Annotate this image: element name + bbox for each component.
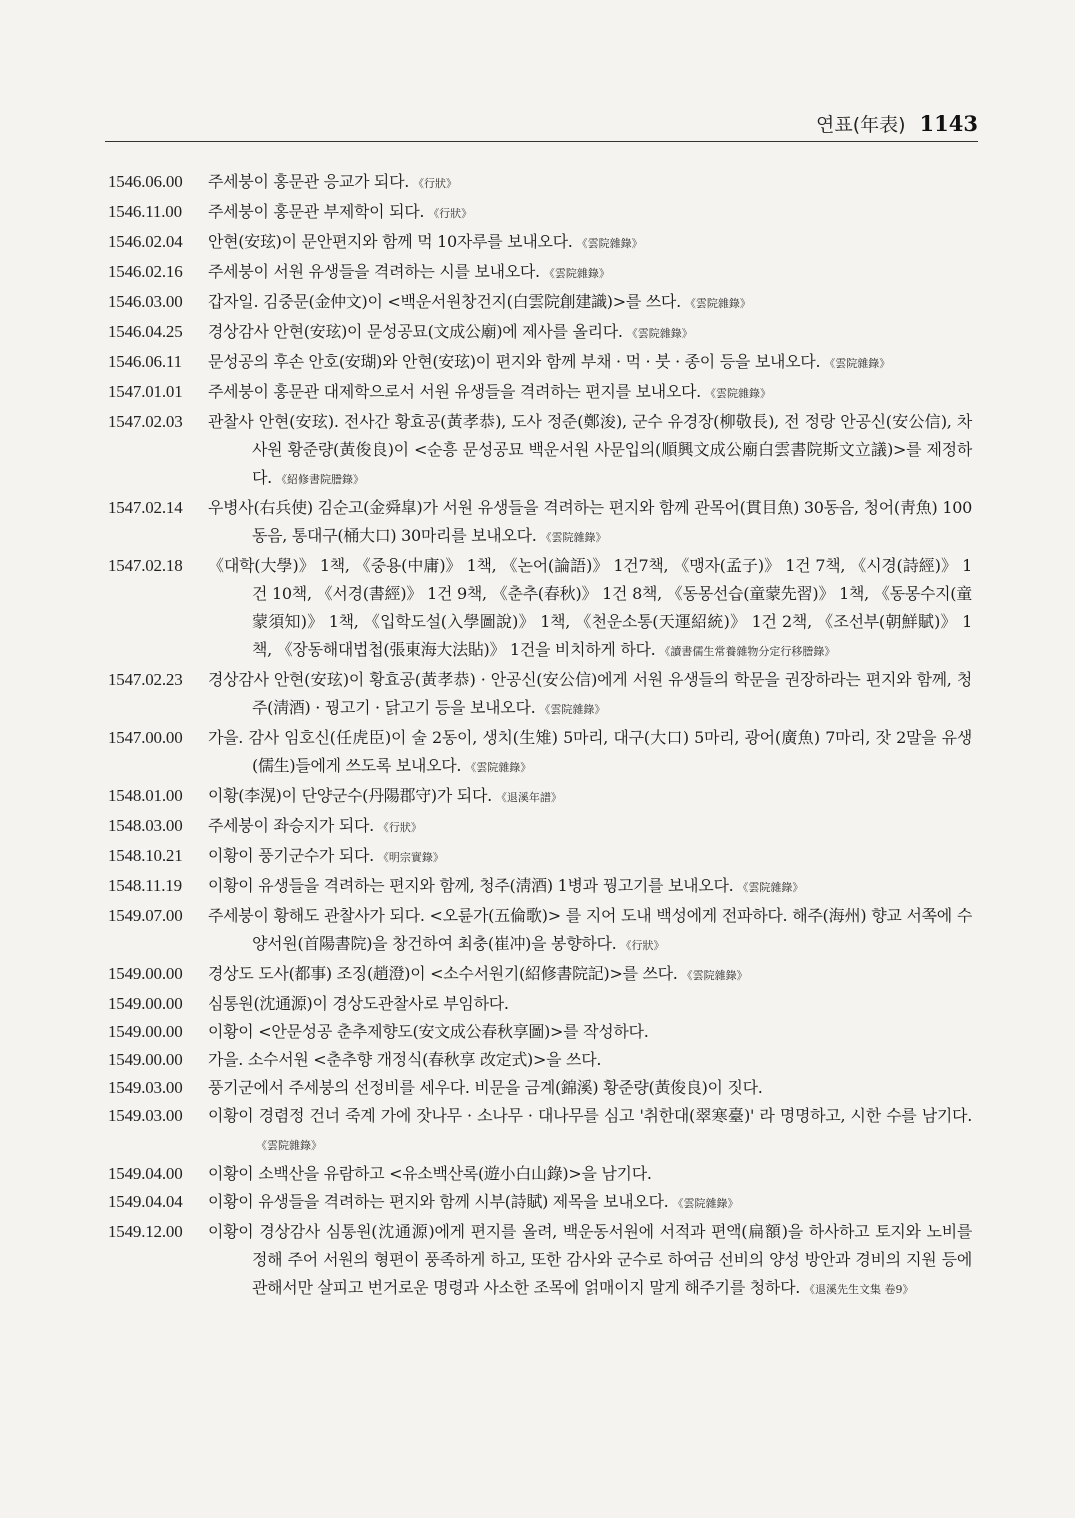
entry-date: 1549.12.00 [108,1222,183,1241]
entry-text: 주세붕이 좌승지가 되다. [208,816,374,835]
entry-body [208,288,972,318]
entry-body [208,1046,972,1074]
entry-source: 《雲院雜錄》 [465,761,532,774]
entry-source: 《行狀》 [428,207,473,220]
entry-body [208,1218,972,1304]
entry-body [208,842,972,872]
entry-text: 이황이 경렴정 건너 죽계 가에 잣나무 · 소나무 · 대나무를 심고 '취한대(翠寒臺)' 라 명명하고, 시한 수를 남기다. [208,1106,972,1125]
chronology-entry [108,228,972,258]
chronology-entry [108,724,972,782]
entry-body [208,960,972,990]
chronology-entry [108,318,972,348]
entry-body [208,902,972,960]
entry-body [208,1102,972,1160]
entry-body [208,812,972,842]
entry-source: 《雲院雜錄》 [737,881,804,894]
entry-text: 갑자일. 김중문(金仲文)이 <백운서원창건지(白雲院創建識)>를 쓰다. [208,292,681,311]
chronology-entry [108,408,972,494]
entry-text: 이황이 유생들을 격려하는 편지와 함께, 청주(淸酒) 1병과 꿩고기를 보내오다. [208,876,734,895]
entry-body [208,552,972,666]
entry-source: 《雲院雜錄》 [704,387,771,400]
entry-text: 안현(安玹)이 문안편지와 함께 먹 10자루를 보내오다. [208,232,573,251]
entry-source: 《雲院雜錄》 [539,703,606,716]
chronology-entry [108,1188,972,1218]
entry-date: 1546.11.00 [108,202,182,221]
entry-source: 《退溪先生文集 卷9》 [804,1283,914,1296]
entry-text: 주세붕이 서원 유생들을 격려하는 시를 보내오다. [208,262,540,281]
entry-source: 《行狀》 [413,177,458,190]
chronology-entry [108,1160,972,1188]
chronology-entry [108,258,972,288]
entry-date: 1547.01.01 [108,382,183,401]
entry-body [208,1018,972,1046]
entry-date: 1549.03.00 [108,1106,183,1125]
entry-body [208,258,972,288]
chronology-entry [108,1102,972,1160]
entry-text: 이황이 경상감사 심통원(沈通源)에게 편지를 올려, 백운동서원에 서적과 편액(扁額)을 하사하고 토지와 노비를 정해 주어 서원의 형편이 풍족하게 하고, 또한 감사와 군수로 하여금 선비의 양성 방안과 경비의 지원 등에 관해서만 살피고 번거로운 명령과 사소한 조목에 얽매이지 말게 해주기를 청하다. [208,1222,972,1297]
chronology-entry [108,168,972,198]
entry-date: 1548.11.19 [108,876,182,895]
page-number: 1143 [919,111,978,136]
entry-body [208,990,972,1018]
chronology-entry [108,1218,972,1304]
entry-date: 1546.03.00 [108,292,183,311]
entry-date: 1548.03.00 [108,816,183,835]
entry-source: 《雲院雜錄》 [681,969,748,982]
entry-date: 1547.00.00 [108,728,183,747]
entry-body [208,724,972,782]
entry-body [208,666,972,724]
chronology-entry [108,812,972,842]
chronology-entry [108,872,972,902]
chronology-entry [108,960,972,990]
page-header [105,108,978,142]
entry-text: 가을. 감사 임호신(任虎臣)이 술 2동이, 생치(生雉) 5마리, 대구(大口) 5마리, 광어(廣魚) 7마리, 잣 2말을 유생(儒生)들에게 쓰도록 보내오다. [208,728,972,775]
header-right [816,110,978,137]
entry-text: 주세붕이 홍문관 부제학이 되다. [208,202,425,221]
entry-text: 이황이 소백산을 유람하고 <유소백산록(遊小白山錄)>을 남기다. [208,1164,652,1183]
chronology-entry [108,1018,972,1046]
chronology-entry [108,666,972,724]
chronology-entry [108,1074,972,1102]
entry-date: 1549.04.04 [108,1192,183,1211]
entry-source: 《雲院雜錄》 [543,267,610,280]
entry-source: 《雲院雜錄》 [576,237,643,250]
entry-body [208,872,972,902]
chronology-entry [108,990,972,1018]
chronology-list [108,168,972,1304]
entry-source: 《明宗實錄》 [377,851,444,864]
entry-date: 1549.00.00 [108,1022,183,1041]
entry-date: 1549.00.00 [108,1050,183,1069]
entry-text: 풍기군에서 주세붕의 선정비를 세우다. 비문을 금계(錦溪) 황준량(黃俊良)이 짓다. [208,1078,763,1097]
entry-date: 1546.02.04 [108,232,183,251]
entry-source: 《雲院雜錄》 [684,297,751,310]
entry-date: 1547.02.14 [108,498,183,517]
chronology-entry [108,552,972,666]
entry-body [208,782,972,812]
entry-text: 이황이 유생들을 격려하는 편지와 함께 시부(詩賦) 제목을 보내오다. [208,1192,669,1211]
chronology-entry [108,288,972,318]
entry-body [208,378,972,408]
entry-source: 《行狀》 [377,821,422,834]
entry-source: 《雲院雜錄》 [672,1197,739,1210]
entry-body [208,494,972,552]
entry-date: 1546.06.00 [108,172,183,191]
header-title: 연표(年表) [816,114,906,136]
entry-text: 문성공의 후손 안호(安瑚)와 안현(安玹)이 편지와 함께 부채 · 먹 · 붓 · 종이 등을 보내오다. [208,352,821,371]
entry-text: 주세붕이 홍문관 대제학으로서 서원 유생들을 격려하는 편지를 보내오다. [208,382,701,401]
entry-text: 이황이 풍기군수가 되다. [208,846,374,865]
entry-text: 주세붕이 홍문관 응교가 되다. [208,172,410,191]
entry-source: 《雲院雜錄》 [256,1139,322,1152]
entry-date: 1547.02.23 [108,670,183,689]
chronology-entry [108,1046,972,1074]
entry-body [208,348,972,378]
entry-source: 《雲院雜錄》 [626,327,693,340]
chronology-entry [108,378,972,408]
entry-date: 1548.10.21 [108,846,183,865]
entry-source: 《退溪年譜》 [495,791,562,804]
chronology-entry [108,782,972,812]
chronology-entry [108,198,972,228]
entry-source: 《雲院雜錄》 [824,357,891,370]
entry-text: 가을. 소수서원 <춘추향 개정식(春秋享 改定式)>을 쓰다. [208,1050,602,1069]
entry-body [208,168,972,198]
entry-text: 심통원(沈通源)이 경상도관찰사로 부임하다. [208,994,509,1013]
entry-source: 《雲院雜錄》 [540,531,607,544]
entry-body [208,408,972,494]
entry-body [208,1160,972,1188]
entry-body [208,1188,972,1218]
entry-date: 1546.06.11 [108,352,182,371]
entry-text: 이황이 <안문성공 춘추제향도(安文成公春秋享圖)>를 작성하다. [208,1022,649,1041]
entry-source: 《紹修書院謄錄》 [275,473,364,486]
entry-date: 1549.00.00 [108,964,183,983]
entry-text: 우병사(右兵使) 김순고(金舜皐)가 서원 유생들을 격려하는 편지와 함께 관목어(貫目魚) 30동음, 청어(靑魚) 100동음, 통대구(桶大口) 30마리를 보내오다. [208,498,972,545]
entry-text: 이황(李滉)이 단양군수(丹陽郡守)가 되다. [208,786,492,805]
entry-text: 경상도 도사(都事) 조징(趙澄)이 <소수서원기(紹修書院記)>를 쓰다. [208,964,678,983]
chronology-entry [108,902,972,960]
entry-body [208,1074,972,1102]
entry-date: 1549.03.00 [108,1078,183,1097]
entry-date: 1546.04.25 [108,322,183,341]
entry-text: 경상감사 안현(安玹)이 황효공(黃孝恭) · 안공신(安公信)에게 서원 유생들의 학문을 권장하라는 편지와 함께, 청주(淸酒) · 꿩고기 · 닭고기 등을 보내오다. [208,670,972,717]
entry-date: 1549.00.00 [108,994,183,1013]
chronology-entry [108,494,972,552]
entry-text: 주세붕이 황해도 관찰사가 되다. <오륜가(五倫歌)> 를 지어 도내 백성에게 전파하다. 해주(海州) 향교 서쪽에 수양서원(首陽書院)을 창건하여 최충(崔冲)을 봉향하다. [208,906,972,953]
entry-body [208,318,972,348]
entry-date: 1547.02.18 [108,556,183,575]
entry-source: 《讀書儒生常養雜物分定行移謄錄》 [659,645,836,658]
entry-text: 관찰사 안현(安玹). 전사간 황효공(黃孝恭), 도사 정준(鄭浚), 군수 유경장(柳敬長), 전 정랑 안공신(安公信), 차사원 황준량(黃俊良)이 <순흥 문성공묘 백운서원 사문입의(順興文成公廟白雲書院斯文立議)>를 제정하다. [208,412,972,487]
entry-date: 1549.04.00 [108,1164,183,1183]
entry-text: 《대학(大學)》 1책, 《중용(中庸)》 1책, 《논어(論語)》 1건7책, 《맹자(孟子)》 1건 7책, 《시경(詩經)》 1건 10책, 《서경(書經)》 1건 9책, 《춘추(春秋)》 1건 8책, 《동몽선습(童蒙先習)》 1책, 《동몽수지(童蒙須知)》 1책, 《입학도설(入學圖說)》 1책, 《천운소통(天運紹統)》 1건 2책, 《조선부(朝鮮賦)》 1책, 《장동해대법첩(張東海大法貼)》 1건을 비치하게 하다. [208,556,972,659]
entry-source: 《行狀》 [620,939,665,952]
entry-date: 1548.01.00 [108,786,183,805]
entry-date: 1549.07.00 [108,906,183,925]
chronology-entry [108,842,972,872]
entry-body [208,228,972,258]
entry-body [208,198,972,228]
entry-text: 경상감사 안현(安玹)이 문성공묘(文成公廟)에 제사를 올리다. [208,322,623,341]
entry-date: 1547.02.03 [108,412,183,431]
entry-date: 1546.02.16 [108,262,183,281]
chronology-entry [108,348,972,378]
